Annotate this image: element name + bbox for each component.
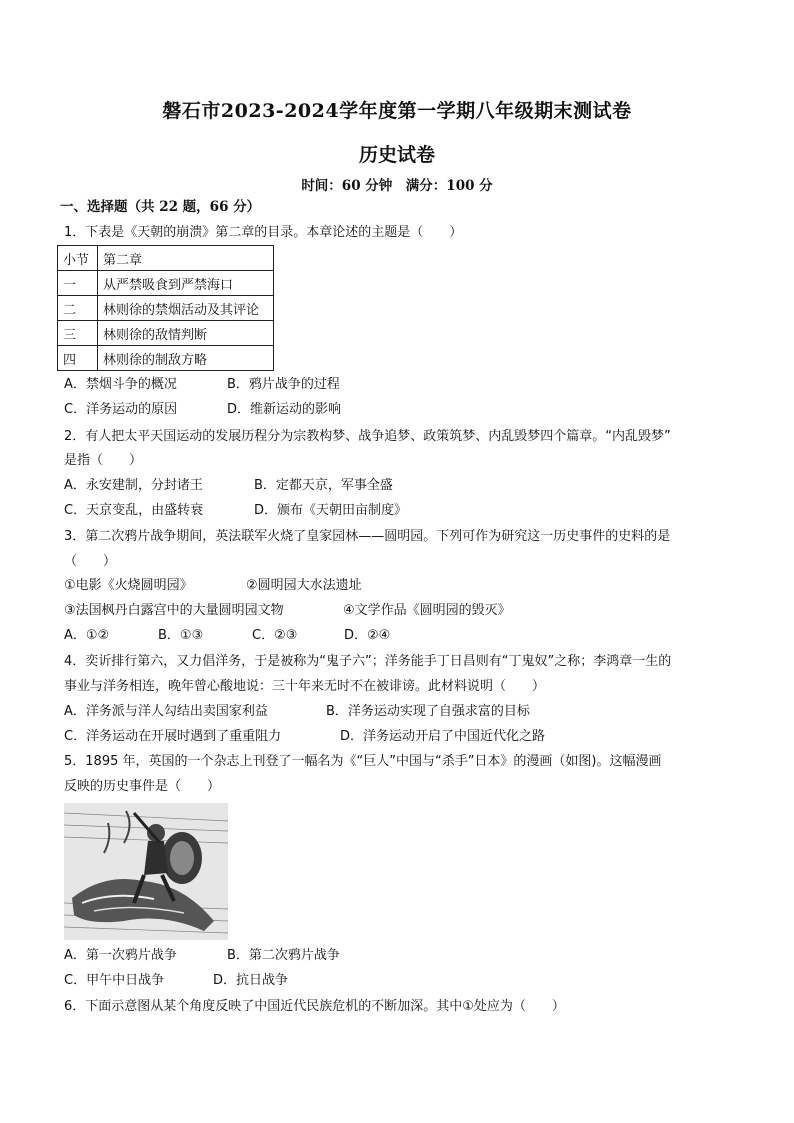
q4-stem-line2: 事业与洋务相连，晚年曾心酸地说：三十年来无时不在被诽谤。此材料说明（ ） xyxy=(64,679,546,694)
q1-table xyxy=(57,245,274,371)
q3-option-d: D．②④ xyxy=(344,628,391,643)
q4-option-a: A．洋务派与洋人勾结出卖国家利益 xyxy=(64,704,268,719)
q1-option-d: D．维新运动的影响 xyxy=(227,402,342,417)
q5-option-d: D．抗日战争 xyxy=(213,973,289,988)
q2-option-a: A．永安建制，分封诸王 xyxy=(64,478,203,493)
table-cell: 一 xyxy=(58,271,98,296)
q5-option-a: A．第一次鸦片战争 xyxy=(64,948,177,963)
q6-stem: 6．下面示意图从某个角度反映了中国近代民族危机的不断加深。其中①处应为（ ） xyxy=(64,999,565,1014)
q3-stem-line1: 3．第二次鸦片战争期间，英法联军火烧了皇家园林——圆明园。下列可作为研究这一历史事件的史料的是 xyxy=(64,529,671,544)
q3-option-b: B．①③ xyxy=(158,628,204,643)
table-cell: 四 xyxy=(58,346,98,371)
cartoon-image xyxy=(64,803,228,940)
q3-option-c: C．②③ xyxy=(252,628,298,643)
q4-option-c: C．洋务运动在开展时遇到了重重阻力 xyxy=(64,729,282,744)
table-header-cell: 第二章 xyxy=(98,246,274,271)
table-cell: 从严禁吸食到严禁海口 xyxy=(98,271,274,296)
table-cell: 二 xyxy=(58,296,98,321)
q2-option-b: B．定都天京，军事全盛 xyxy=(254,478,393,493)
q1-option-b: B．鸦片战争的过程 xyxy=(227,377,340,392)
q3-item-3: ③法国枫丹白露宫中的大量圆明园文物 xyxy=(64,603,284,618)
q3-item-4: ④文学作品《圆明园的毁灭》 xyxy=(343,603,511,618)
q2-option-d: D．颁布《天朝田亩制度》 xyxy=(254,503,408,518)
table-row xyxy=(58,296,274,321)
q4-option-d: D．洋务运动开启了中国近代化之路 xyxy=(340,729,546,744)
table-row xyxy=(58,321,274,346)
table-cell: 林则徐的制敌方略 xyxy=(98,346,274,371)
q5-stem-line2: 反映的历史事件是（ ） xyxy=(64,779,221,794)
q5-stem-line1: 5．1895 年，英国的一个杂志上刊登了一幅名为《“巨人”中国与“杀手”日本》的漫画（如图)。这幅漫画 xyxy=(64,754,662,769)
q2-stem-line1: 2．有人把太平天国运动的发展历程分为宗教构梦、战争追梦、政策筑梦、内乱毁梦四个篇章。“内乱毁梦” xyxy=(64,429,671,444)
subject-title: 历史试卷 xyxy=(358,144,435,166)
table-row xyxy=(58,271,274,296)
q2-option-c: C．天京变乱，由盛转衰 xyxy=(64,503,204,518)
table-cell: 林则徐的敌情判断 xyxy=(98,321,274,346)
q5-option-b: B．第二次鸦片战争 xyxy=(227,948,340,963)
q3-stem-line2: （ ） xyxy=(64,554,117,569)
q1-option-a: A．禁烟斗争的概况 xyxy=(64,377,177,392)
table-row xyxy=(58,346,274,371)
q4-stem-line1: 4．奕䜣排行第六，又力倡洋务，于是被称为“鬼子六”；洋务能手丁日昌则有“丁鬼奴”之称；李鸿章一生的 xyxy=(64,654,672,669)
q4-option-b: B．洋务运动实现了自强求富的目标 xyxy=(326,704,530,719)
q3-option-a: A．①② xyxy=(64,628,110,643)
table-cell: 林则徐的禁烟活动及其评论 xyxy=(98,296,274,321)
exam-title: 磐石市2023-2024学年度第一学期八年级期末测试卷 xyxy=(162,100,632,122)
q2-stem-line2: 是指（ ） xyxy=(64,453,143,468)
q3-item-1: ①电影《火烧圆明园》 xyxy=(64,578,193,593)
table-header-cell: 小节 xyxy=(58,246,98,271)
q5-option-c: C．甲午中日战争 xyxy=(64,973,165,988)
q3-item-2: ②圆明园大水法遗址 xyxy=(246,578,362,593)
exam-meta: 时间：60 分钟 满分：100 分 xyxy=(301,178,493,194)
table-cell: 三 xyxy=(58,321,98,346)
q1-stem: 1．下表是《天朝的崩溃》第二章的目录。本章论述的主题是（ ） xyxy=(64,225,463,240)
table-row xyxy=(58,246,274,271)
section-heading: 一、选择题（共 22 题，66 分） xyxy=(60,199,261,215)
q1-option-c: C．洋务运动的原因 xyxy=(64,402,178,417)
